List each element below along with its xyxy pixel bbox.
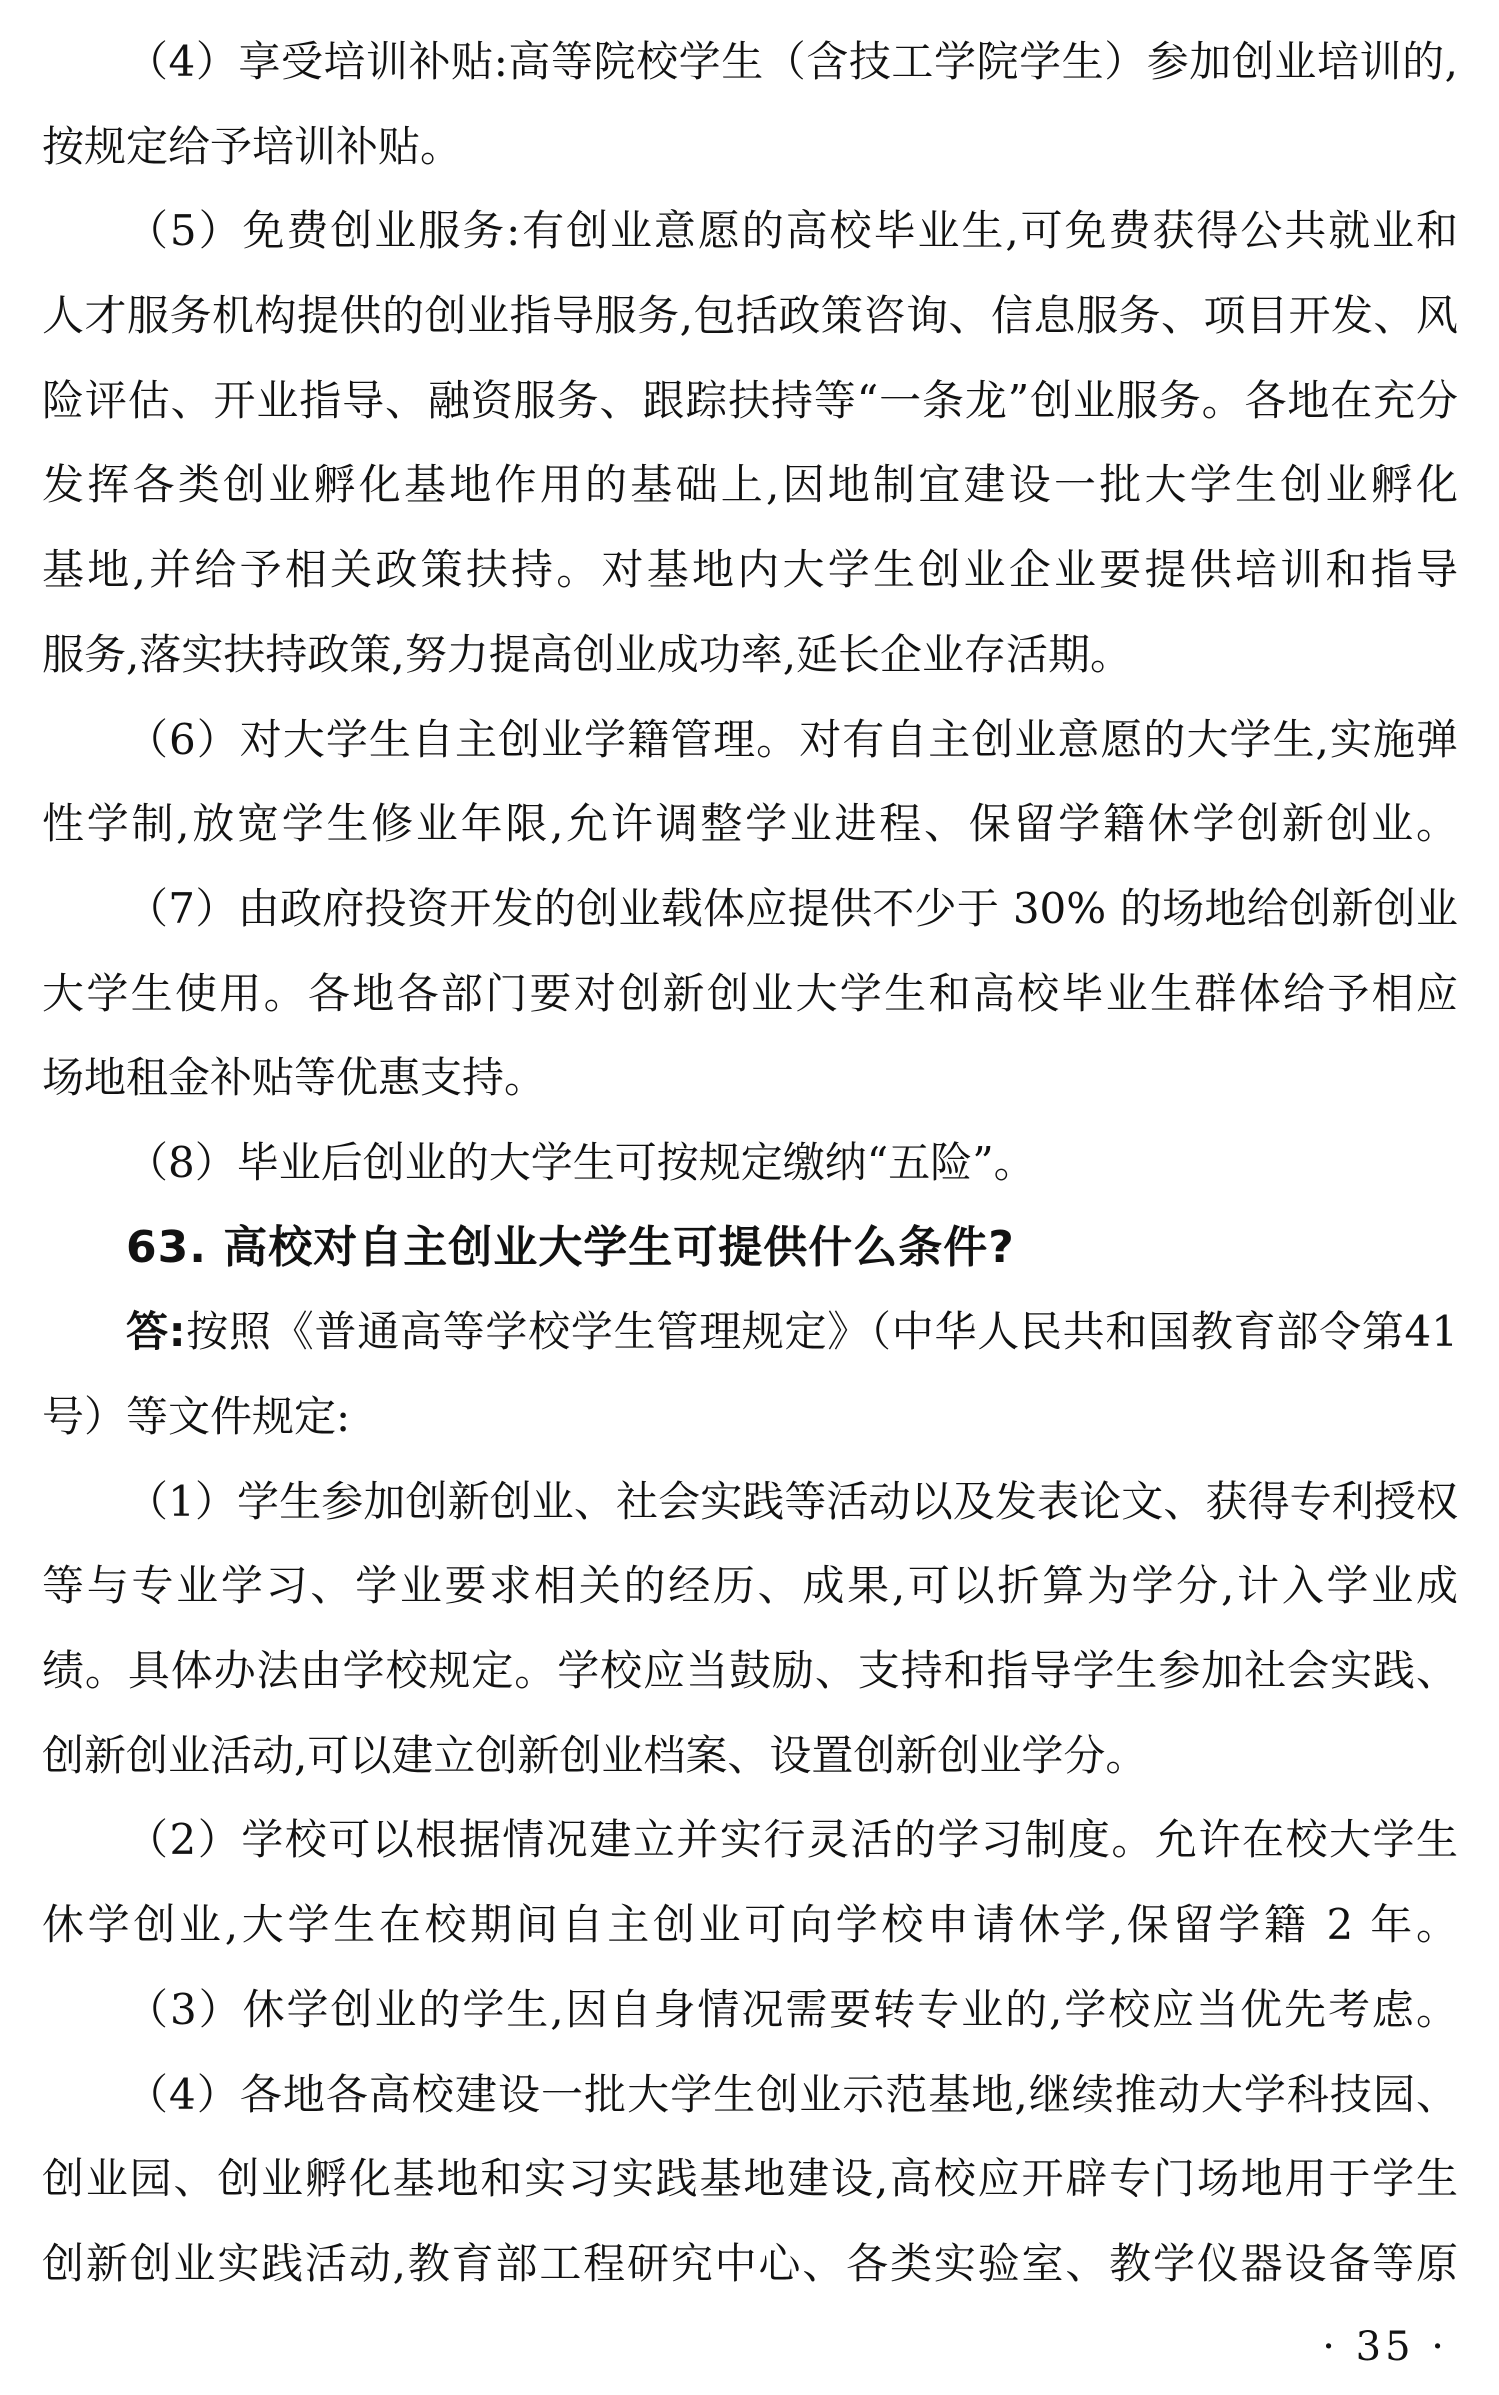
answer-text: 按照《普通高等学校学生管理规定》（中华人民共和国教育部令第41: [185, 1307, 1458, 1357]
text-line: （8）毕业后创业的大学生可按规定缴纳“五险”。: [126, 1137, 1036, 1187]
text-line: 服务,落实扶持政策,努力提高创业成功率,延长企业存活期。: [42, 629, 1133, 679]
text-line: 人才服务机构提供的创业指导服务,包括政策咨询、信息服务、项目开发、风: [42, 291, 1458, 341]
text-line: 休学创业,大学生在校期间自主创业可向学校申请休学,保留学籍 2 年。: [42, 1900, 1458, 1950]
text-line: 发挥各类创业孵化基地作用的基础上,因地制宜建设一批大学生创业孵化: [42, 460, 1458, 510]
text-line: （2）学校可以根据情况建立并实行灵活的学习制度。允许在校大学生: [126, 1815, 1458, 1865]
page-number: · 35 ·: [1322, 2323, 1448, 2370]
answer-label: 答:: [126, 1307, 186, 1357]
text-line: 创业园、创业孵化基地和实习实践基地建设,高校应开辟专门场地用于学生: [42, 2154, 1458, 2204]
text-line: 性学制,放宽学生修业年限,允许调整学业进程、保留学籍休学创新创业。: [42, 799, 1458, 849]
text-line: （4）各地各高校建设一批大学生创业示范基地,继续推动大学科技园、: [126, 2069, 1458, 2119]
answer-first-line: [42, 1290, 1458, 1375]
text-line: 等与专业学习、学业要求相关的经历、成果,可以折算为学分,计入学业成: [42, 1561, 1458, 1611]
text-line: 场地租金补贴等优惠支持。: [42, 1053, 547, 1103]
text-line: 基地,并给予相关政策扶持。对基地内大学生创业企业要提供培训和指导: [42, 545, 1458, 595]
text-line: 险评估、开业指导、融资服务、跟踪扶持等“一条龙”创业服务。各地在充分: [42, 375, 1458, 425]
text-line: （1）学生参加创新创业、社会实践等活动以及发表论文、获得专利授权: [126, 1476, 1458, 1526]
text-line: 创新创业实践活动,教育部工程研究中心、各类实验室、教学仪器设备等原: [42, 2238, 1458, 2288]
text-line: 大学生使用。各地各部门要对创新创业大学生和高校毕业生群体给予相应: [42, 968, 1458, 1018]
text-line: （3）休学创业的学生,因自身情况需要转专业的,学校应当优先考虑。: [126, 1984, 1458, 2034]
text-line: 按规定给予培训补贴。: [42, 121, 463, 171]
text-line: （7）由政府投资开发的创业载体应提供不少于 30% 的场地给创新创业: [126, 883, 1458, 933]
text-line: 创新创业活动,可以建立创新创业档案、设置创新创业学分。: [42, 1730, 1148, 1780]
text-line: （6）对大学生自主创业学籍管理。对有自主创业意愿的大学生,实施弹: [126, 714, 1458, 764]
body-text: [42, 20, 1458, 2387]
text-line: 号）等文件规定:: [42, 1392, 351, 1441]
text-line: （5）免费创业服务:有创业意愿的高校毕业生,可免费获得公共就业和: [126, 206, 1458, 256]
text-line: 绩。具体办法由学校规定。学校应当鼓励、支持和指导学生参加社会实践、: [42, 1646, 1458, 1696]
question-63-heading: 63. 高校对自主创业大学生可提供什么条件?: [126, 1221, 1015, 1273]
text-line: （4）享受培训补贴:高等院校学生（含技工学院学生）参加创业培训的,: [126, 37, 1458, 86]
